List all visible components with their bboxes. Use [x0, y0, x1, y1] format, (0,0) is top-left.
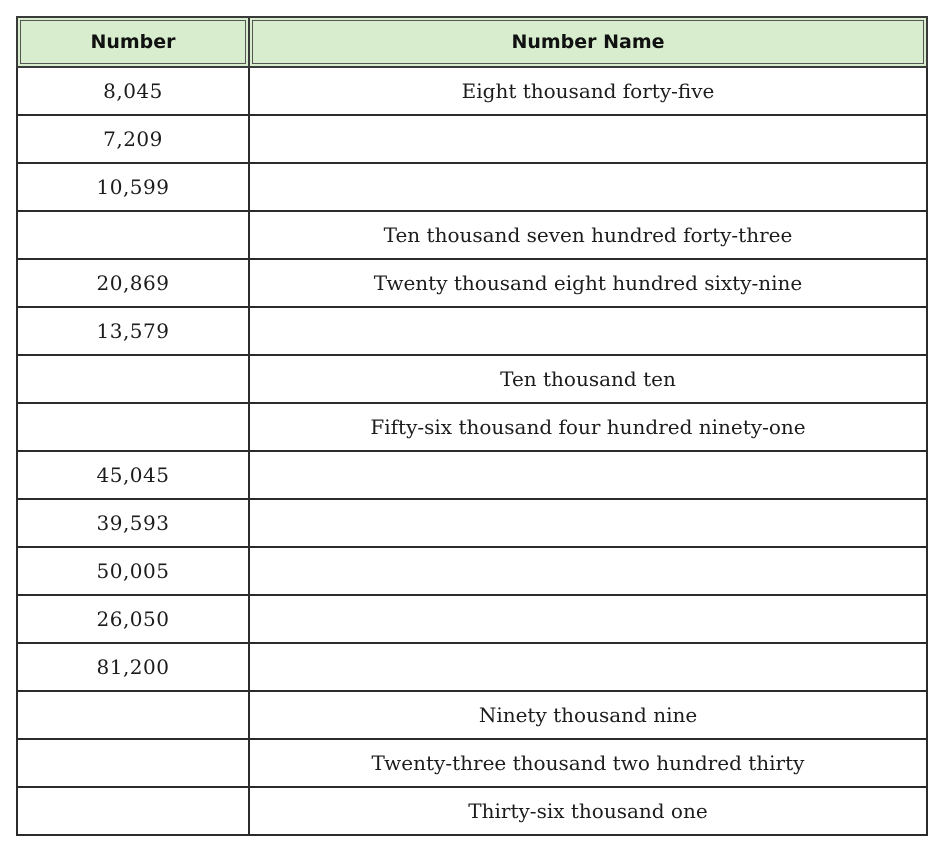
- number-name-cell: Thirty-six thousand one: [249, 787, 927, 835]
- number-name-cell: [249, 643, 927, 691]
- number-cell: 13,579: [17, 307, 249, 355]
- number-name-cell: [249, 115, 927, 163]
- number-cell: 7,209: [17, 115, 249, 163]
- number-name-cell: Twenty-three thousand two hundred thirty: [249, 739, 927, 787]
- number-cell: 39,593: [17, 499, 249, 547]
- number-cell: 45,045: [17, 451, 249, 499]
- number-cell: 50,005: [17, 547, 249, 595]
- table-row: [17, 547, 927, 595]
- number-cell: [17, 211, 249, 259]
- number-cell: [17, 403, 249, 451]
- number-cell: 10,599: [17, 163, 249, 211]
- number-name-cell: [249, 595, 927, 643]
- number-name-cell: Eight thousand forty-five: [249, 67, 927, 115]
- table-row: [17, 211, 927, 259]
- table-row: [17, 643, 927, 691]
- table-row: [17, 163, 927, 211]
- table-row: [17, 787, 927, 835]
- number-name-cell: [249, 307, 927, 355]
- number-cell: 8,045: [17, 67, 249, 115]
- number-name-cell: [249, 499, 927, 547]
- number-name-cell: [249, 547, 927, 595]
- number-cell: 81,200: [17, 643, 249, 691]
- number-name-cell: Ten thousand ten: [249, 355, 927, 403]
- number-names-worksheet: [16, 16, 926, 840]
- table-row: [17, 307, 927, 355]
- table-header-row: [17, 17, 927, 67]
- table-row: [17, 403, 927, 451]
- number-name-cell: [249, 163, 927, 211]
- number-name-cell: Fifty-six thousand four hundred ninety-one: [249, 403, 927, 451]
- table-row: [17, 595, 927, 643]
- number-cell: [17, 355, 249, 403]
- number-names-table: [16, 16, 928, 836]
- number-name-column-header: Number Name: [249, 17, 927, 67]
- table-row: [17, 451, 927, 499]
- number-cell: [17, 739, 249, 787]
- number-cell: [17, 787, 249, 835]
- table-row: [17, 499, 927, 547]
- table-row: [17, 67, 927, 115]
- table-row: [17, 691, 927, 739]
- table-row: [17, 739, 927, 787]
- number-cell: 20,869: [17, 259, 249, 307]
- number-name-cell: [249, 451, 927, 499]
- number-name-cell: Twenty thousand eight hundred sixty-nine: [249, 259, 927, 307]
- number-name-cell: Ten thousand seven hundred forty-three: [249, 211, 927, 259]
- number-name-cell: Ninety thousand nine: [249, 691, 927, 739]
- number-cell: 26,050: [17, 595, 249, 643]
- number-column-header: Number: [17, 17, 249, 67]
- table-row: [17, 355, 927, 403]
- table-row: [17, 115, 927, 163]
- table-row: [17, 259, 927, 307]
- number-cell: [17, 691, 249, 739]
